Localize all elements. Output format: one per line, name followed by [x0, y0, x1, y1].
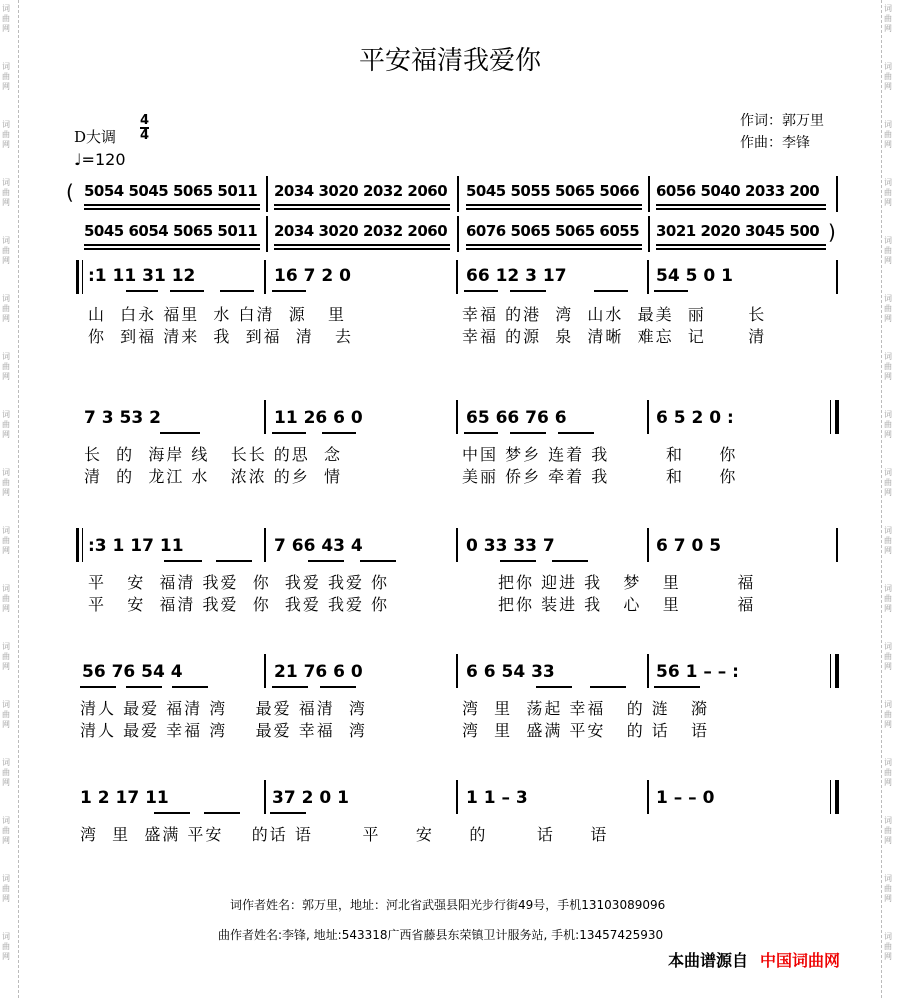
- underline: [160, 432, 200, 434]
- barline: [266, 176, 268, 212]
- lyric-line: 中国 梦乡 连着 我 和 你: [462, 445, 738, 464]
- underline: [654, 290, 688, 292]
- system-2: [0, 396, 900, 496]
- composer: 作曲：李锋: [740, 135, 810, 151]
- watermark-text: 词 曲 网: [2, 642, 10, 671]
- underline: [656, 208, 826, 210]
- measure: 65 66 76 6: [466, 408, 567, 428]
- system-1: [0, 256, 900, 356]
- barline: [456, 528, 458, 562]
- measure: 11 26 6 0: [274, 408, 363, 428]
- watermark-text: 词 曲 网: [2, 178, 10, 207]
- barline: [457, 176, 459, 212]
- underline: [320, 686, 356, 688]
- barline: [456, 260, 458, 294]
- underline: [360, 560, 396, 562]
- barline: [82, 260, 83, 294]
- lyric-line: 把你 迎进 我 梦 里 福: [498, 573, 756, 592]
- barline: [836, 528, 838, 562]
- watermark-text: 词 曲 网: [2, 758, 10, 787]
- credits: [740, 110, 824, 154]
- underline: [220, 290, 254, 292]
- measure: 21 76 6 0: [274, 662, 363, 682]
- time-signature-bottom: 4: [140, 128, 150, 143]
- barline: [830, 400, 831, 434]
- song-title: 平安福清我爱你: [358, 46, 541, 76]
- underline: [464, 290, 498, 292]
- underline: [552, 560, 588, 562]
- barline: [264, 780, 266, 814]
- watermark-text: 词 曲 网: [2, 120, 10, 149]
- watermark-text: 词 曲 网: [2, 410, 10, 439]
- watermark-text: 词 曲 网: [884, 816, 892, 845]
- system-4: [0, 650, 900, 750]
- measure: :1 11 31 12: [88, 266, 196, 286]
- watermark-text: 词 曲 网: [884, 932, 892, 961]
- watermark-text: 词 曲 网: [884, 584, 892, 613]
- underline: [466, 248, 642, 250]
- measure: 7 66 43 4: [274, 536, 363, 556]
- measure: 0 33 33 7: [466, 536, 555, 556]
- underline: [274, 248, 450, 250]
- watermark-text: 词 曲 网: [2, 294, 10, 323]
- tempo-value: =120: [81, 150, 126, 169]
- underline: [590, 686, 626, 688]
- intro-measure: 5045 5055 5065 5066: [466, 182, 640, 200]
- underline: [272, 290, 306, 292]
- source-brand: 中国词曲网: [760, 951, 841, 970]
- underline: [308, 560, 344, 562]
- measure: :3 1 17 11: [88, 536, 184, 556]
- underline: [126, 290, 158, 292]
- underline: [170, 290, 204, 292]
- underline: [322, 432, 356, 434]
- underline: [84, 248, 260, 250]
- underline: [558, 432, 594, 434]
- measure: 1 1 – 3: [466, 788, 528, 808]
- underline: [656, 204, 826, 206]
- watermark-text: 词 曲 网: [2, 4, 10, 33]
- intro-measure: 5054 5045 5065 5011: [84, 182, 258, 200]
- lyric-line: 山 白永 福里 水 白清 源 里: [88, 305, 346, 324]
- watermark-text: 词 曲 网: [884, 178, 892, 207]
- watermark-text: 词 曲 网: [884, 874, 892, 903]
- barline: [82, 528, 83, 562]
- measure: 6 7 0 5: [656, 536, 722, 556]
- barline: [836, 260, 838, 294]
- underline: [204, 812, 240, 814]
- barline: [648, 176, 650, 212]
- watermark-text: 词 曲 网: [2, 526, 10, 555]
- watermark-text: 词 曲 网: [884, 700, 892, 729]
- underline: [274, 244, 450, 246]
- lyric-line: 平 安 福清 我爱 你 我爱 我爱 你: [88, 595, 390, 614]
- lyric-line: 清 的 龙江 水 浓浓 的乡 情: [84, 467, 342, 486]
- lyric-line: 长 的 海岸 线 长长 的思 念: [84, 445, 342, 464]
- system-5: [0, 776, 900, 856]
- underline: [172, 686, 208, 688]
- barline: [264, 528, 266, 562]
- barline: [647, 528, 649, 562]
- watermark-text: 词 曲 网: [2, 816, 10, 845]
- lyric-line: 湾 里 盛满 平安 的话 语 平 安 的 话 语: [80, 825, 609, 844]
- underline: [656, 244, 826, 246]
- underline: [466, 244, 642, 246]
- watermark-text: 词 曲 网: [884, 236, 892, 265]
- lyric-line: 把你 装进 我 心 里 福: [498, 595, 756, 614]
- underline: [594, 290, 628, 292]
- lyric-line: 幸福 的港 湾 山水 最美 丽 长: [462, 305, 767, 324]
- underline: [84, 204, 260, 206]
- barline: [648, 216, 650, 252]
- watermark-text: 词 曲 网: [884, 294, 892, 323]
- underline: [274, 204, 450, 206]
- underline: [510, 290, 546, 292]
- barline: [264, 654, 266, 688]
- intro-close-paren: ): [828, 220, 836, 244]
- barline: [456, 400, 458, 434]
- barline: [830, 780, 831, 814]
- watermark-text: 词 曲 网: [884, 526, 892, 555]
- intro-measure: 6056 5040 2033 200: [656, 182, 820, 200]
- composer-contact: 曲作者姓名:李锋, 地址:543318广西省藤县东荣镇卫计服务站, 手机:13457425930: [218, 928, 664, 942]
- intro-section: [0, 176, 900, 256]
- lyric-line: 美丽 侨乡 牵着 我 和 你: [462, 467, 738, 486]
- underline: [274, 208, 450, 210]
- measure: 16 7 2 0: [274, 266, 351, 286]
- measure: 66 12 3 17: [466, 266, 567, 286]
- repeat-end-barline: [835, 654, 839, 688]
- lyric-line: 湾 里 盛满 平安 的 话 语: [462, 721, 710, 740]
- watermark-text: 词 曲 网: [2, 468, 10, 497]
- watermark-text: 词 曲 网: [2, 352, 10, 381]
- measure: 1 – – 0: [656, 788, 715, 808]
- underline: [464, 432, 498, 434]
- lyric-line: 清人 最爱 幸福 湾 最爱 幸福 湾: [80, 721, 367, 740]
- underline: [216, 560, 252, 562]
- measure: 6 6 54 33: [466, 662, 555, 682]
- measure: 56 1 – – :: [656, 662, 739, 682]
- quarter-note-icon: ♩: [74, 150, 82, 169]
- barline: [264, 260, 266, 294]
- repeat-start-barline: [76, 528, 79, 562]
- watermark-text: 词 曲 网: [2, 874, 10, 903]
- intro-measure: 2034 3020 2032 2060: [274, 182, 448, 200]
- barline: [456, 654, 458, 688]
- intro-measure: 5045 6054 5065 5011: [84, 222, 258, 240]
- barline: [830, 654, 831, 688]
- source-credit: [668, 948, 840, 971]
- lyric-line: 平 安 福清 我爱 你 我爱 我爱 你: [88, 573, 390, 592]
- barline: [836, 176, 838, 212]
- barline: [647, 400, 649, 434]
- watermark-text: 词 曲 网: [2, 932, 10, 961]
- tempo-marking: [74, 150, 126, 169]
- underline: [536, 686, 572, 688]
- lyric-line: 幸福 的源 泉 清晰 难忘 记 清: [462, 327, 767, 346]
- barline: [647, 780, 649, 814]
- barline: [266, 216, 268, 252]
- intro-measure: 3021 2020 3045 500: [656, 222, 820, 240]
- underline: [272, 432, 306, 434]
- lyric-line: 清人 最爱 福清 湾 最爱 福清 湾: [80, 699, 367, 718]
- measure: 54 5 0 1: [656, 266, 733, 286]
- intro-measure: 2034 3020 2032 2060: [274, 222, 448, 240]
- intro-open-paren: (: [66, 180, 74, 204]
- watermark-text: 词 曲 网: [884, 62, 892, 91]
- time-signature: [140, 114, 149, 142]
- measure: 37 2 0 1: [272, 788, 349, 808]
- source-label: 本曲谱源自: [668, 951, 749, 970]
- measure: 6 5 2 0 :: [656, 408, 734, 428]
- watermark-text: 词 曲 网: [2, 236, 10, 265]
- watermark-text: 词 曲 网: [884, 352, 892, 381]
- underline: [466, 204, 642, 206]
- intro-measure: 6076 5065 5065 6055: [466, 222, 640, 240]
- lyric-line: 湾 里 荡起 幸福 的 涟 漪: [462, 699, 710, 718]
- underline: [126, 686, 162, 688]
- lyricist: 作词：郭万里: [740, 113, 824, 129]
- underline: [656, 248, 826, 250]
- measure: 1 2 17 11: [80, 788, 169, 808]
- barline: [457, 216, 459, 252]
- barline: [647, 654, 649, 688]
- watermark-text: 词 曲 网: [884, 120, 892, 149]
- underline: [510, 432, 546, 434]
- repeat-end-barline: [835, 400, 839, 434]
- measure: 56 76 54 4: [82, 662, 183, 682]
- underline: [654, 686, 700, 688]
- lyric-line: 你 到福 清来 我 到福 清 去: [88, 327, 354, 346]
- lyricist-contact: 词作者姓名：郭万里，地址：河北省武强县阳光步行街49号，手机13103089096: [230, 898, 666, 912]
- watermark-text: 词 曲 网: [884, 758, 892, 787]
- system-3: [0, 524, 900, 624]
- underline: [84, 244, 260, 246]
- barline: [647, 260, 649, 294]
- final-barline: [835, 780, 839, 814]
- underline: [500, 560, 536, 562]
- underline: [270, 812, 306, 814]
- watermark-text: 词 曲 网: [2, 584, 10, 613]
- key-signature: D大调: [74, 128, 117, 146]
- underline: [272, 686, 308, 688]
- barline: [456, 780, 458, 814]
- repeat-start-barline: [76, 260, 79, 294]
- watermark-text: 词 曲 网: [884, 468, 892, 497]
- watermark-text: 词 曲 网: [2, 62, 10, 91]
- underline: [84, 208, 260, 210]
- watermark-text: 词 曲 网: [884, 410, 892, 439]
- barline: [264, 400, 266, 434]
- underline: [164, 560, 202, 562]
- underline: [154, 812, 190, 814]
- watermark-text: 词 曲 网: [884, 642, 892, 671]
- watermark-text: 词 曲 网: [884, 4, 892, 33]
- underline: [80, 686, 116, 688]
- underline: [466, 208, 642, 210]
- measure: 7 3 53 2: [84, 408, 161, 428]
- time-signature-top: 4: [140, 113, 150, 128]
- watermark-text: 词 曲 网: [2, 700, 10, 729]
